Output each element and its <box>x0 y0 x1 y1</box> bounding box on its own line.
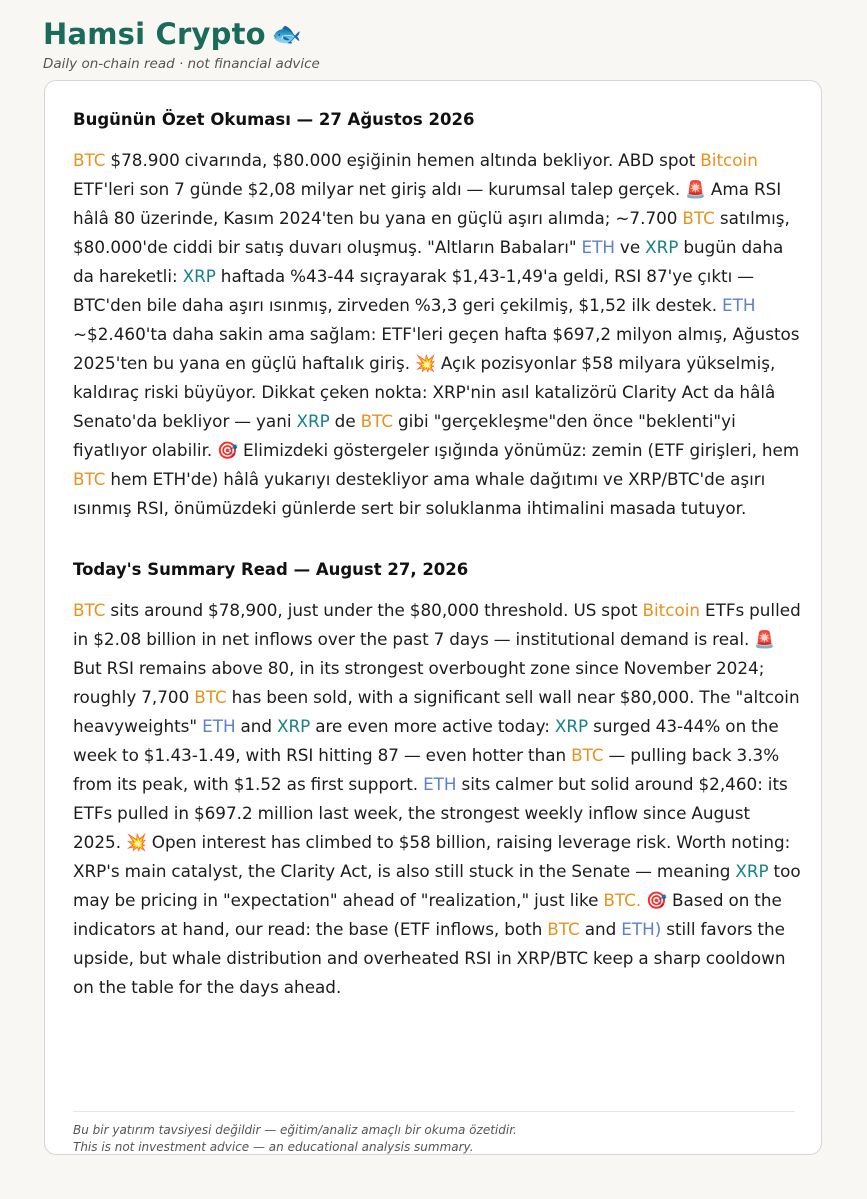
btc-ticker: BTC <box>547 919 580 939</box>
btc-ticker: BTC <box>73 150 106 170</box>
btc-ticker: BTC <box>682 208 715 228</box>
btc-ticker: BTC <box>194 687 227 707</box>
btc-ticker: BTC <box>73 600 106 620</box>
tagline: Daily on-chain read · not financial advice <box>43 56 320 72</box>
body-text: sits around $78,900, just under the $80,000 threshold. US spot <box>105 600 643 620</box>
btc-ticker: Bitcoin <box>700 150 758 170</box>
eth-ticker: ETH <box>202 716 236 736</box>
section-heading-en: Today's Summary Read — August 27, 2026 <box>73 560 469 579</box>
body-text: satılmış, $80.000'de ciddi bir satış duvarı oluşmuş. "Altların Babaları" <box>73 208 790 257</box>
brand-title <box>43 12 320 56</box>
xrp-ticker: XRP <box>554 716 589 736</box>
body-text: — pulling back 3.3% from its peak, with $1.52 as first support. <box>73 745 780 794</box>
disclaimer-tr: Bu bir yatırım tavsiyesi değildir — eğitim/analiz amaçlı bir okuma özetidir. <box>73 1123 517 1137</box>
body-text: too may be pricing in "expectation" ahead of "realization," just like <box>73 861 801 910</box>
xrp-ticker: XRP <box>296 411 330 431</box>
eth-ticker: ETH <box>721 295 756 315</box>
body-text: has been sold, with a significant sell wall near $80,000. The "altcoin heavyweights" <box>73 687 800 736</box>
section-body-en <box>73 596 803 1002</box>
body-text: surged 43-44% on the week to $1.43-1.49, with RSI hitting 87 — even hotter than <box>73 716 779 765</box>
header <box>43 12 320 72</box>
xrp-ticker: XRP <box>182 266 216 286</box>
body-text: 🎯 Based on the indicators at hand, our read: the base (ETF inflows, both <box>73 890 782 939</box>
eth-ticker: ETH <box>581 237 615 257</box>
eth-ticker: ETH) <box>621 919 662 939</box>
body-text: de <box>329 411 361 431</box>
body-text: ~$2.460'ta daha sakin ama sağlam: ETF'leri geçen hafta $697,2 milyon almış, Ağustos 2025'ten bu yana en güçlü haftalık giriş. 💥 Açık pozisyonlar $58 milyara yükselmiş, kaldıraç riski büyüyor. Dikkat çeken nokta: XRP'nin asıl katalizörü Clarity Act da hâlâ Senato'da bekliyor — yani <box>73 324 800 431</box>
card-content <box>73 108 803 1002</box>
body-text: and <box>579 919 622 939</box>
body-text: gibi "gerçekleşme"den önce "beklenti"yi fiyatlıyor olabilir. 🎯 Elimizdeki göstergeler ışığında yönümüz: zemin (ETF girişleri, hem <box>73 411 800 460</box>
disclaimer-en: This is not investment advice — an educational analysis summary. <box>73 1140 474 1154</box>
body-text: sits calmer but solid around $2,460: its ETFs pulled in $697.2 million last week, the strongest weekly inflow since August 2025. 💥 Open interest has climbed to $58 billion, raising leverage risk. Worth noting: XRP's main catalyst, the Clarity Act, is also still stuck in the Senate — meaning <box>73 774 791 881</box>
section-body-tr <box>73 146 803 523</box>
btc-ticker: BTC <box>360 411 394 431</box>
body-text: bugün daha da hareketli: <box>73 237 784 286</box>
btc-ticker: BTC. <box>603 890 642 910</box>
disclaimer <box>73 1111 795 1156</box>
btc-ticker: Bitcoin <box>642 600 701 620</box>
eth-ticker: ETH <box>423 774 457 794</box>
btc-ticker: BTC <box>73 469 106 489</box>
xrp-ticker: XRP <box>645 237 679 257</box>
body-text: still favors the upside, but whale distribution and overheated RSI in XRP/BTC keep a sharp cooldown on the table for the days ahead. <box>73 919 786 997</box>
body-text: are even more active today: <box>310 716 555 736</box>
xrp-ticker: XRP <box>277 716 311 736</box>
summary-card <box>44 80 822 1155</box>
body-text: hem ETH'de) hâlâ yukarıyı destekliyor ama whale dağıtımı ve XRP/BTC'de aşırı ısınmış RSI, önümüzdeki günlerde sert bir soluklanma ihtimalini masada tutuyor. <box>73 469 766 518</box>
body-text: ETFs pulled in $2.08 billion in net inflows over the past 7 days — institutional demand is real. 🚨 But RSI remains above 80, in its strongest overbought zone since November 2024; roughly 7,700 <box>73 600 801 707</box>
body-text: ve <box>615 237 646 257</box>
body-text: ETF'leri son 7 günde $2,08 milyar net giriş aldı — kurumsal talep gerçek. 🚨 Ama RSI hâlâ 80 üzerinde, Kasım 2024'ten bu yana en güçlü aşırı alımda; ~7.700 <box>73 179 782 228</box>
btc-ticker: BTC <box>571 745 604 765</box>
brand-name: Hamsi Crypto <box>43 17 266 51</box>
xrp-ticker: XRP <box>735 861 769 881</box>
fish-icon: 🐟 <box>271 20 302 48</box>
body-text: haftada %43-44 sıçrayarak $1,43-1,49'a geldi, RSI 87'ye çıktı — BTC'den bile daha aşırı ısınmış, zirveden %3,3 geri çekilmiş, $1,52 ilk destek. <box>73 266 755 315</box>
body-text: $78.900 civarında, $80.000 eşiğinin hemen altında bekliyor. ABD spot <box>105 150 701 170</box>
body-text: and <box>235 716 278 736</box>
section-heading-tr: Bugünün Özet Okuması — 27 Ağustos 2026 <box>73 110 475 129</box>
